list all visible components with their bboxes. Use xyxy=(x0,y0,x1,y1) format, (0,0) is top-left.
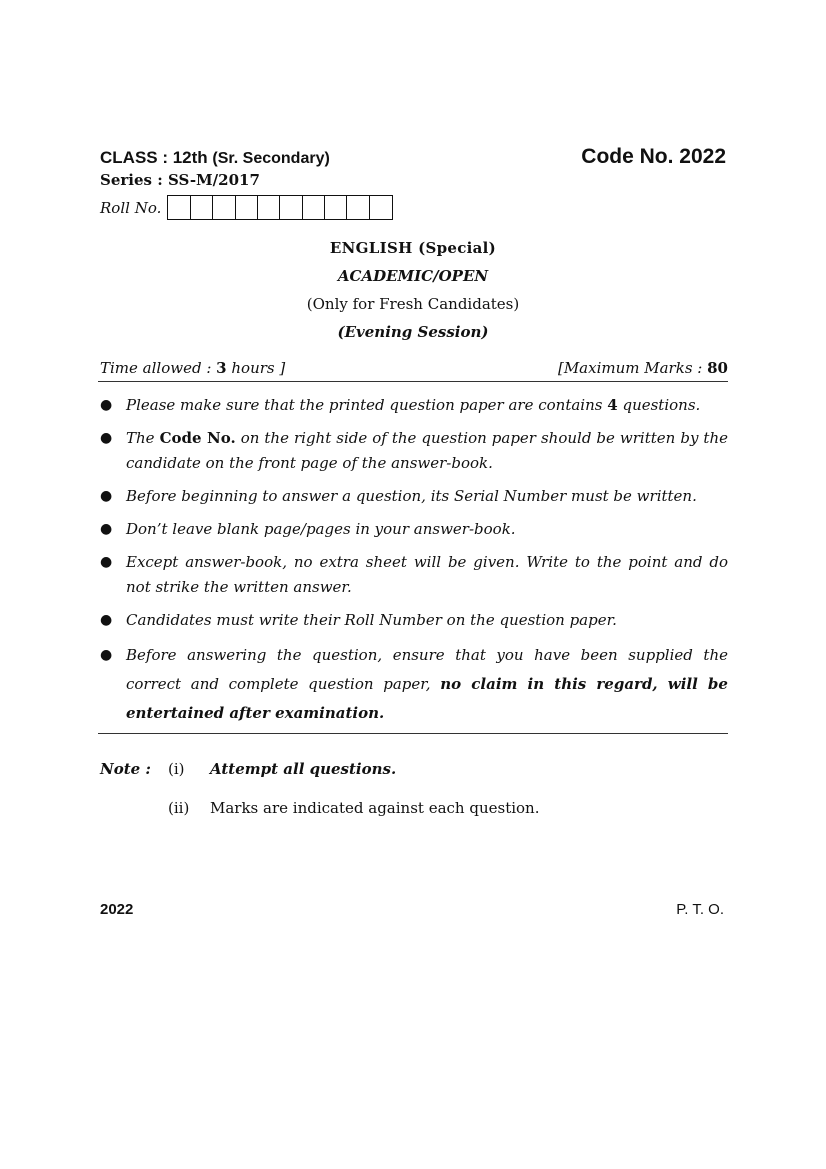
roll-number-box[interactable] xyxy=(325,196,347,219)
note-text: Marks are indicated against each question. xyxy=(210,799,540,817)
stream-title: ACADEMIC/OPEN xyxy=(337,267,489,285)
roll-number-box[interactable] xyxy=(191,196,213,219)
subject-title: ENGLISH (Special) xyxy=(329,239,497,257)
note-number: (ii) xyxy=(168,799,190,817)
instruction-text: Don’t leave blank page/pages in your answer-book. xyxy=(126,520,516,538)
time-allowed xyxy=(100,359,285,377)
bullet-icon: ● xyxy=(100,554,113,570)
bullet-icon: ● xyxy=(100,397,113,413)
time-value: 3 xyxy=(216,359,227,377)
time-label: Time allowed : xyxy=(100,359,212,377)
roll-number-box[interactable] xyxy=(370,196,392,219)
note-text: Attempt all questions. xyxy=(210,760,397,778)
instruction-text: The xyxy=(126,429,155,447)
class-label: CLASS : 12th xyxy=(100,148,208,167)
roll-number-row xyxy=(100,195,393,220)
instruction-text: Before beginning to answer a question, its Serial Number must be written. xyxy=(126,487,697,505)
series-label: Series : SS-M/2017 xyxy=(100,171,260,189)
instruction-text: Before answering the question, ensure that you have been supplied the correct and complete question paper, xyxy=(126,646,728,693)
maximum-marks xyxy=(558,359,728,377)
instruction-text: Candidates must write their Roll Number on the question paper. xyxy=(126,611,617,629)
time-unit: hours ] xyxy=(231,359,286,377)
question-count: 4 xyxy=(607,396,618,414)
bullet-icon: ● xyxy=(100,430,113,446)
note-number: (i) xyxy=(168,760,185,778)
roll-number-label: Roll No. xyxy=(100,198,162,217)
bullet-icon: ● xyxy=(100,612,113,628)
instruction-text: Please make sure that the printed question paper are contains xyxy=(126,396,603,414)
candidates-note: (Only for Fresh Candidates) xyxy=(306,295,520,313)
footer-pto: P. T. O. xyxy=(676,901,724,918)
list-item xyxy=(100,641,728,728)
instruction-bold: Code No. xyxy=(159,429,236,447)
instruction-text: on the right side of the question paper should be written by the candidate on the front page of the answer-book. xyxy=(126,429,728,472)
footer-code: 2022 xyxy=(100,901,134,918)
class-sub-label: (Sr. Secondary) xyxy=(212,150,330,167)
roll-number-boxes xyxy=(167,195,393,220)
list-item xyxy=(100,608,728,633)
roll-number-box[interactable] xyxy=(258,196,280,219)
note-label: Note : xyxy=(100,760,151,778)
roll-number-box[interactable] xyxy=(347,196,369,219)
session-title: (Evening Session) xyxy=(337,323,489,341)
bottom-divider xyxy=(98,733,728,734)
code-number: Code No. 2022 xyxy=(581,145,726,168)
list-item xyxy=(100,426,728,476)
roll-number-box[interactable] xyxy=(303,196,325,219)
list-item xyxy=(100,393,728,418)
roll-number-box[interactable] xyxy=(168,196,190,219)
roll-number-box[interactable] xyxy=(236,196,258,219)
list-item xyxy=(100,550,728,600)
list-item xyxy=(100,484,728,509)
note-item-1 xyxy=(100,760,396,778)
note-item-2 xyxy=(168,799,539,817)
top-divider xyxy=(98,381,728,382)
instruction-text: Except answer-book, no extra sheet will be given. Write to the point and do not strike the written answer. xyxy=(126,553,728,596)
marks-label: [Maximum Marks : xyxy=(557,359,703,377)
instruction-text: questions. xyxy=(622,396,701,414)
roll-number-box[interactable] xyxy=(213,196,235,219)
list-item xyxy=(100,517,728,542)
roll-number-box[interactable] xyxy=(280,196,302,219)
time-marks-row xyxy=(100,359,728,377)
bullet-icon: ● xyxy=(100,488,113,504)
marks-value: 80 xyxy=(707,359,728,377)
instruction-bold: no claim in this regard, will be entertained after examination. xyxy=(126,675,728,722)
bullet-icon: ● xyxy=(100,521,113,537)
instructions-list xyxy=(100,393,728,736)
bullet-icon: ● xyxy=(100,647,113,663)
class-heading xyxy=(100,148,330,168)
